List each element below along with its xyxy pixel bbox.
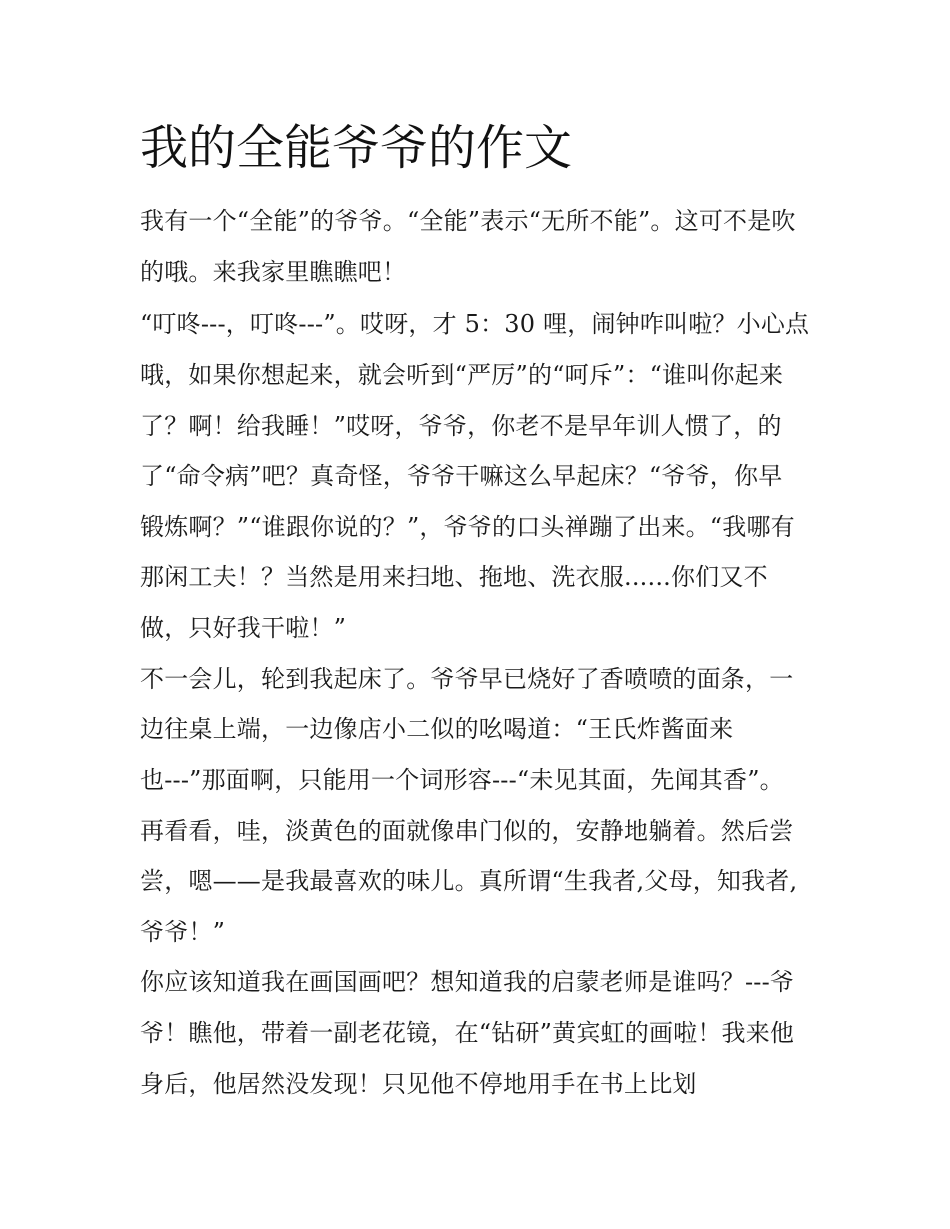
text-line: 不一会儿，轮到我起床了。爷爷早已烧好了香喷喷的面条，一 (140, 665, 794, 693)
document-title: 我的全能爷爷的作文 (140, 120, 573, 176)
text-line: 我有一个“全能”的爷爷。“全能”表示“无所不能”。这可不是吹 (140, 207, 796, 235)
text-line: 你应该知道我在画国画吧？想知道我的启蒙老师是谁吗？---爷 (140, 968, 795, 996)
text-line: 哦，如果你想起来，就会听到“严厉”的“呵斥”：“谁叫你起来 (140, 361, 784, 389)
text-line: 爷爷！” (140, 918, 226, 946)
text-line: 做，只好我干啦！” (140, 614, 347, 642)
text-line: 身后，他居然没发现！只见他不停地用手在书上比划 (140, 1070, 697, 1098)
text-line: “叮咚---，叮咚---”。哎呀，才 5：30 哩，闹钟咋叫啦？小心点 (140, 310, 810, 338)
text-line: 那闲工夫！？当然是用来扫地、拖地、洗衣服......你们又不 (140, 563, 768, 591)
text-line: 再看看，哇，淡黄色的面就像串门似的，安静地躺着。然后尝 (140, 817, 794, 845)
text-line: 也---”那面啊，只能用一个词形容---“未见其面，先闻其香”。 (140, 766, 784, 794)
text-line: 了“命令病”吧？真奇怪，爷爷干嘛这么早起床？“爷爷，你早 (140, 462, 783, 490)
text-line: 的哦。来我家里瞧瞧吧！ (140, 258, 407, 286)
text-line: 爷！瞧他，带着一副老花镜，在“钻研”黄宾虹的画啦！我来他 (140, 1019, 795, 1047)
text-line: 锻炼啊？”“谁跟你说的？”，爷爷的口头禅蹦了出来。“我哪有 (140, 513, 795, 541)
text-line: 边往桌上端，一边像店小二似的吆喝道：“王氏炸酱面来 (140, 715, 734, 743)
text-line: 尝，嗯——是我最喜欢的味儿。真所谓“生我者,父母，知我者, (140, 867, 798, 895)
text-line: 了？啊！给我睡！”哎呀，爷爷，你老不是早年训人惯了，的 (140, 412, 782, 440)
